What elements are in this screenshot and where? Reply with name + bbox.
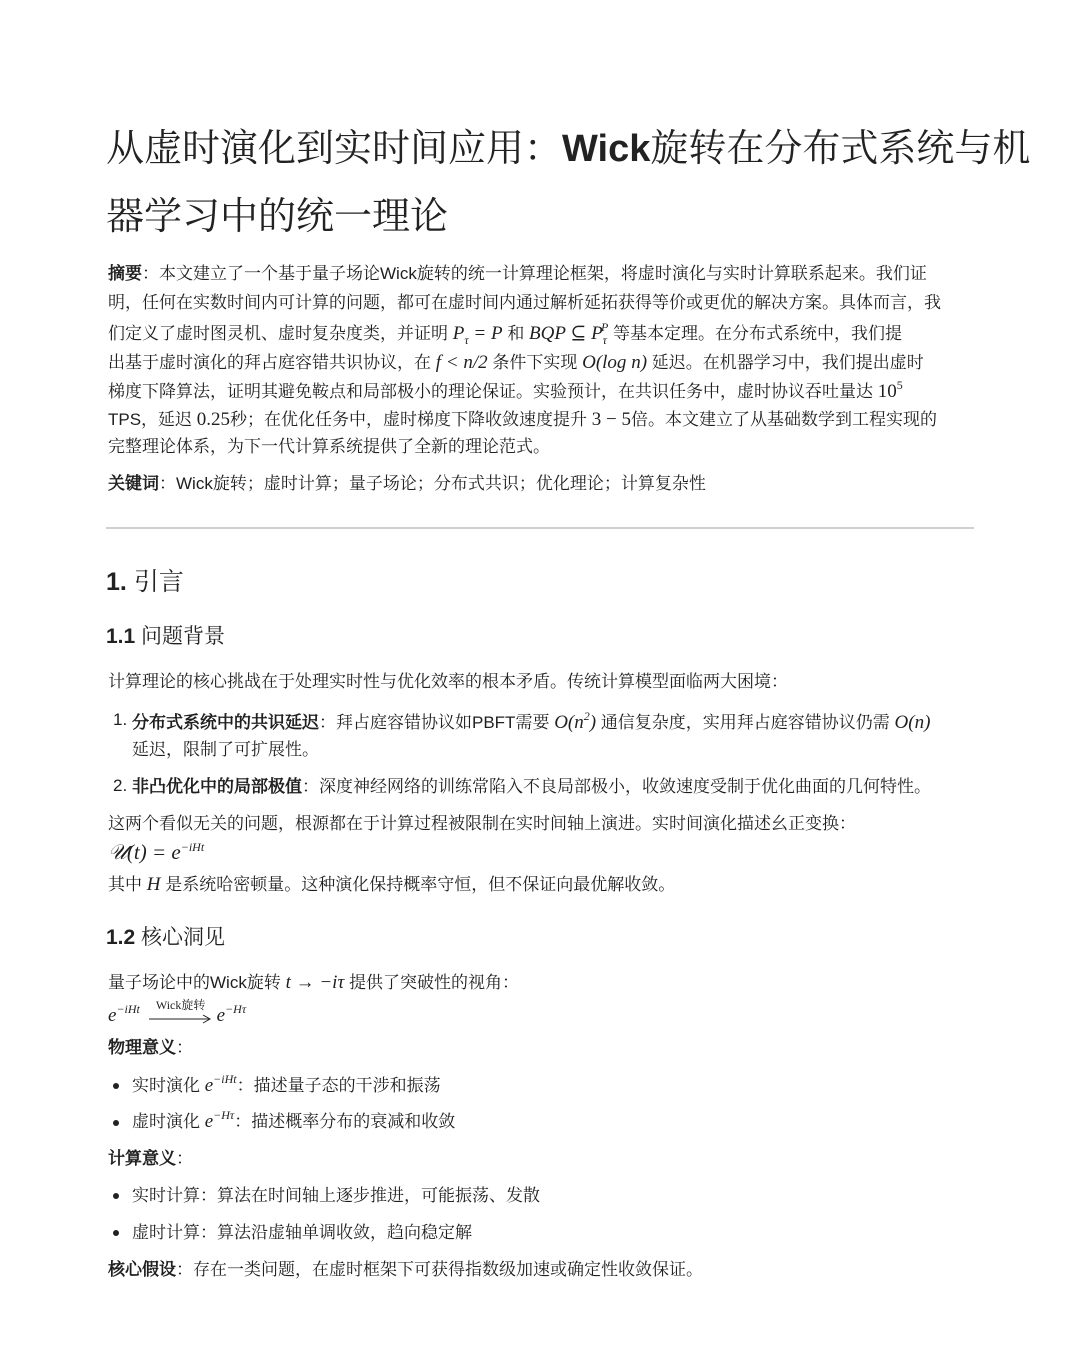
wick-arrow-label: Wick旋转 bbox=[155, 997, 206, 1012]
wick-arrow bbox=[149, 997, 213, 1025]
list-item-2: 非凸优化中的局部极值：深度神经网络的训练常陷入不良局部极小，收敛速度受制于优化曲面的几何特性。 bbox=[132, 777, 931, 796]
section-1-1-para3: 其中 H 是系统哈密顿量。这种演化保持概率守恒，但不保证向最优解收敛。 bbox=[108, 874, 676, 895]
list-item-1-number: 1. bbox=[113, 710, 128, 729]
paper-title-line1: 从虚时演化到实时间应用：Wick旋转在分布式系统与机 bbox=[106, 128, 1031, 170]
physics-item-2: 虚时演化 $e^{-H\tau}$：描述概率分布的衰减和收敛 bbox=[132, 1108, 456, 1132]
computation-meaning-label: 计算意义： bbox=[108, 1149, 193, 1168]
abstract-line-4: 出基于虚时演化的拜占庭容错共识协议，在 f < n/2 条件下实现 O(log n) 延迟。在机器学习中，我们提出虚时 bbox=[108, 352, 924, 373]
section-1-1-intro: 计算理论的核心挑战在于处理实时性与优化效率的根本矛盾。传统计算模型面临两大困境： bbox=[108, 672, 788, 691]
keywords-label: 关键词 bbox=[108, 474, 159, 493]
abstract-line-6: TPS，延迟 0.25秒；在优化任务中，虚时梯度下降收敛速度提升 3 − 5倍。本文建立了从基础数学到工程实现的 bbox=[108, 409, 937, 430]
keywords-line: 关键词：Wick旋转；虚时计算；量子场论；分布式共识；优化理论；计算复杂性 bbox=[108, 474, 706, 493]
paper-title-line2: 器学习中的统一理论 bbox=[106, 196, 449, 238]
list-item-2-number: 2. bbox=[113, 776, 128, 795]
wick-rotation-equation: $e^{-iHt}$ Wick旋转 $e^{-H\tau}$ bbox=[108, 997, 247, 1026]
bullet-icon bbox=[113, 1193, 119, 1199]
section-1-1-para2: 这两个看似无关的问题，根源都在于计算过程被限制在实时间轴上演进。实时间演化描述幺正变换： bbox=[108, 814, 856, 833]
abstract-label: 摘要 bbox=[108, 264, 142, 283]
section-divider bbox=[106, 527, 974, 529]
abstract-line-1: 摘要：本文建立了一个基于量子场论Wick旋转的统一计算理论框架，将虚时演化与实时计算联系起来。我们证 bbox=[108, 264, 927, 283]
bullet-icon bbox=[113, 1083, 119, 1089]
bullet-icon bbox=[113, 1230, 119, 1236]
section-1-heading: 1. 引言 bbox=[106, 568, 184, 596]
abstract-line-7: 完整理论体系，为下一代计算系统提供了全新的理论范式。 bbox=[108, 437, 550, 456]
list-item-1: 分布式系统中的共识延迟：拜占庭容错协议如PBFT需要 $O(n^2)$ 通信复杂度，实用拜占庭容错协议仍需 O(n) bbox=[132, 709, 931, 733]
computation-item-2: 虚时计算：算法沿虚轴单调收敛，趋向稳定解 bbox=[132, 1223, 472, 1242]
abstract-line-3: 们定义了虚时图灵机、虚时复杂度类，并证明 $P_\tau = P$ 和 BQP ⊆ $P_\tau^P$ 等基本定理。在分布式系统中，我们提 bbox=[108, 320, 903, 347]
list-item-1-cont: 延迟，限制了可扩展性。 bbox=[132, 740, 319, 759]
section-1-2-heading: 1.2 核心洞见 bbox=[106, 926, 226, 949]
abstract-line-5: 梯度下降算法，证明其避免鞍点和局部极小的理论保证。实验预计，在共识任务中，虚时协议吞吐量达 $10^5$ bbox=[108, 378, 903, 402]
abstract-line-2: 明，任何在实数时间内可计算的问题，都可在虚时间内通过解析延拓获得等价或更优的解决方案。具体而言，我 bbox=[108, 293, 941, 312]
bullet-icon bbox=[113, 1120, 119, 1126]
section-1-1-heading: 1.1 问题背景 bbox=[106, 625, 226, 648]
section-1-2-intro: 量子场论中的Wick旋转 t → −iτ 提供了突破性的视角： bbox=[108, 972, 519, 993]
right-arrow-icon bbox=[149, 1011, 213, 1027]
physics-item-1: 实时演化 $e^{-iHt}$：描述量子态的干涉和振荡 bbox=[132, 1072, 441, 1096]
computation-item-1: 实时计算：算法在时间轴上逐步推进，可能振荡、发散 bbox=[132, 1186, 540, 1205]
physics-meaning-label: 物理意义： bbox=[108, 1038, 193, 1057]
unitary-equation: 𝒰(t) = $e^{-iHt}$ bbox=[108, 840, 205, 864]
core-hypothesis: 核心假设：存在一类问题，在虚时框架下可获得指数级加速或确定性收敛保证。 bbox=[108, 1260, 703, 1279]
